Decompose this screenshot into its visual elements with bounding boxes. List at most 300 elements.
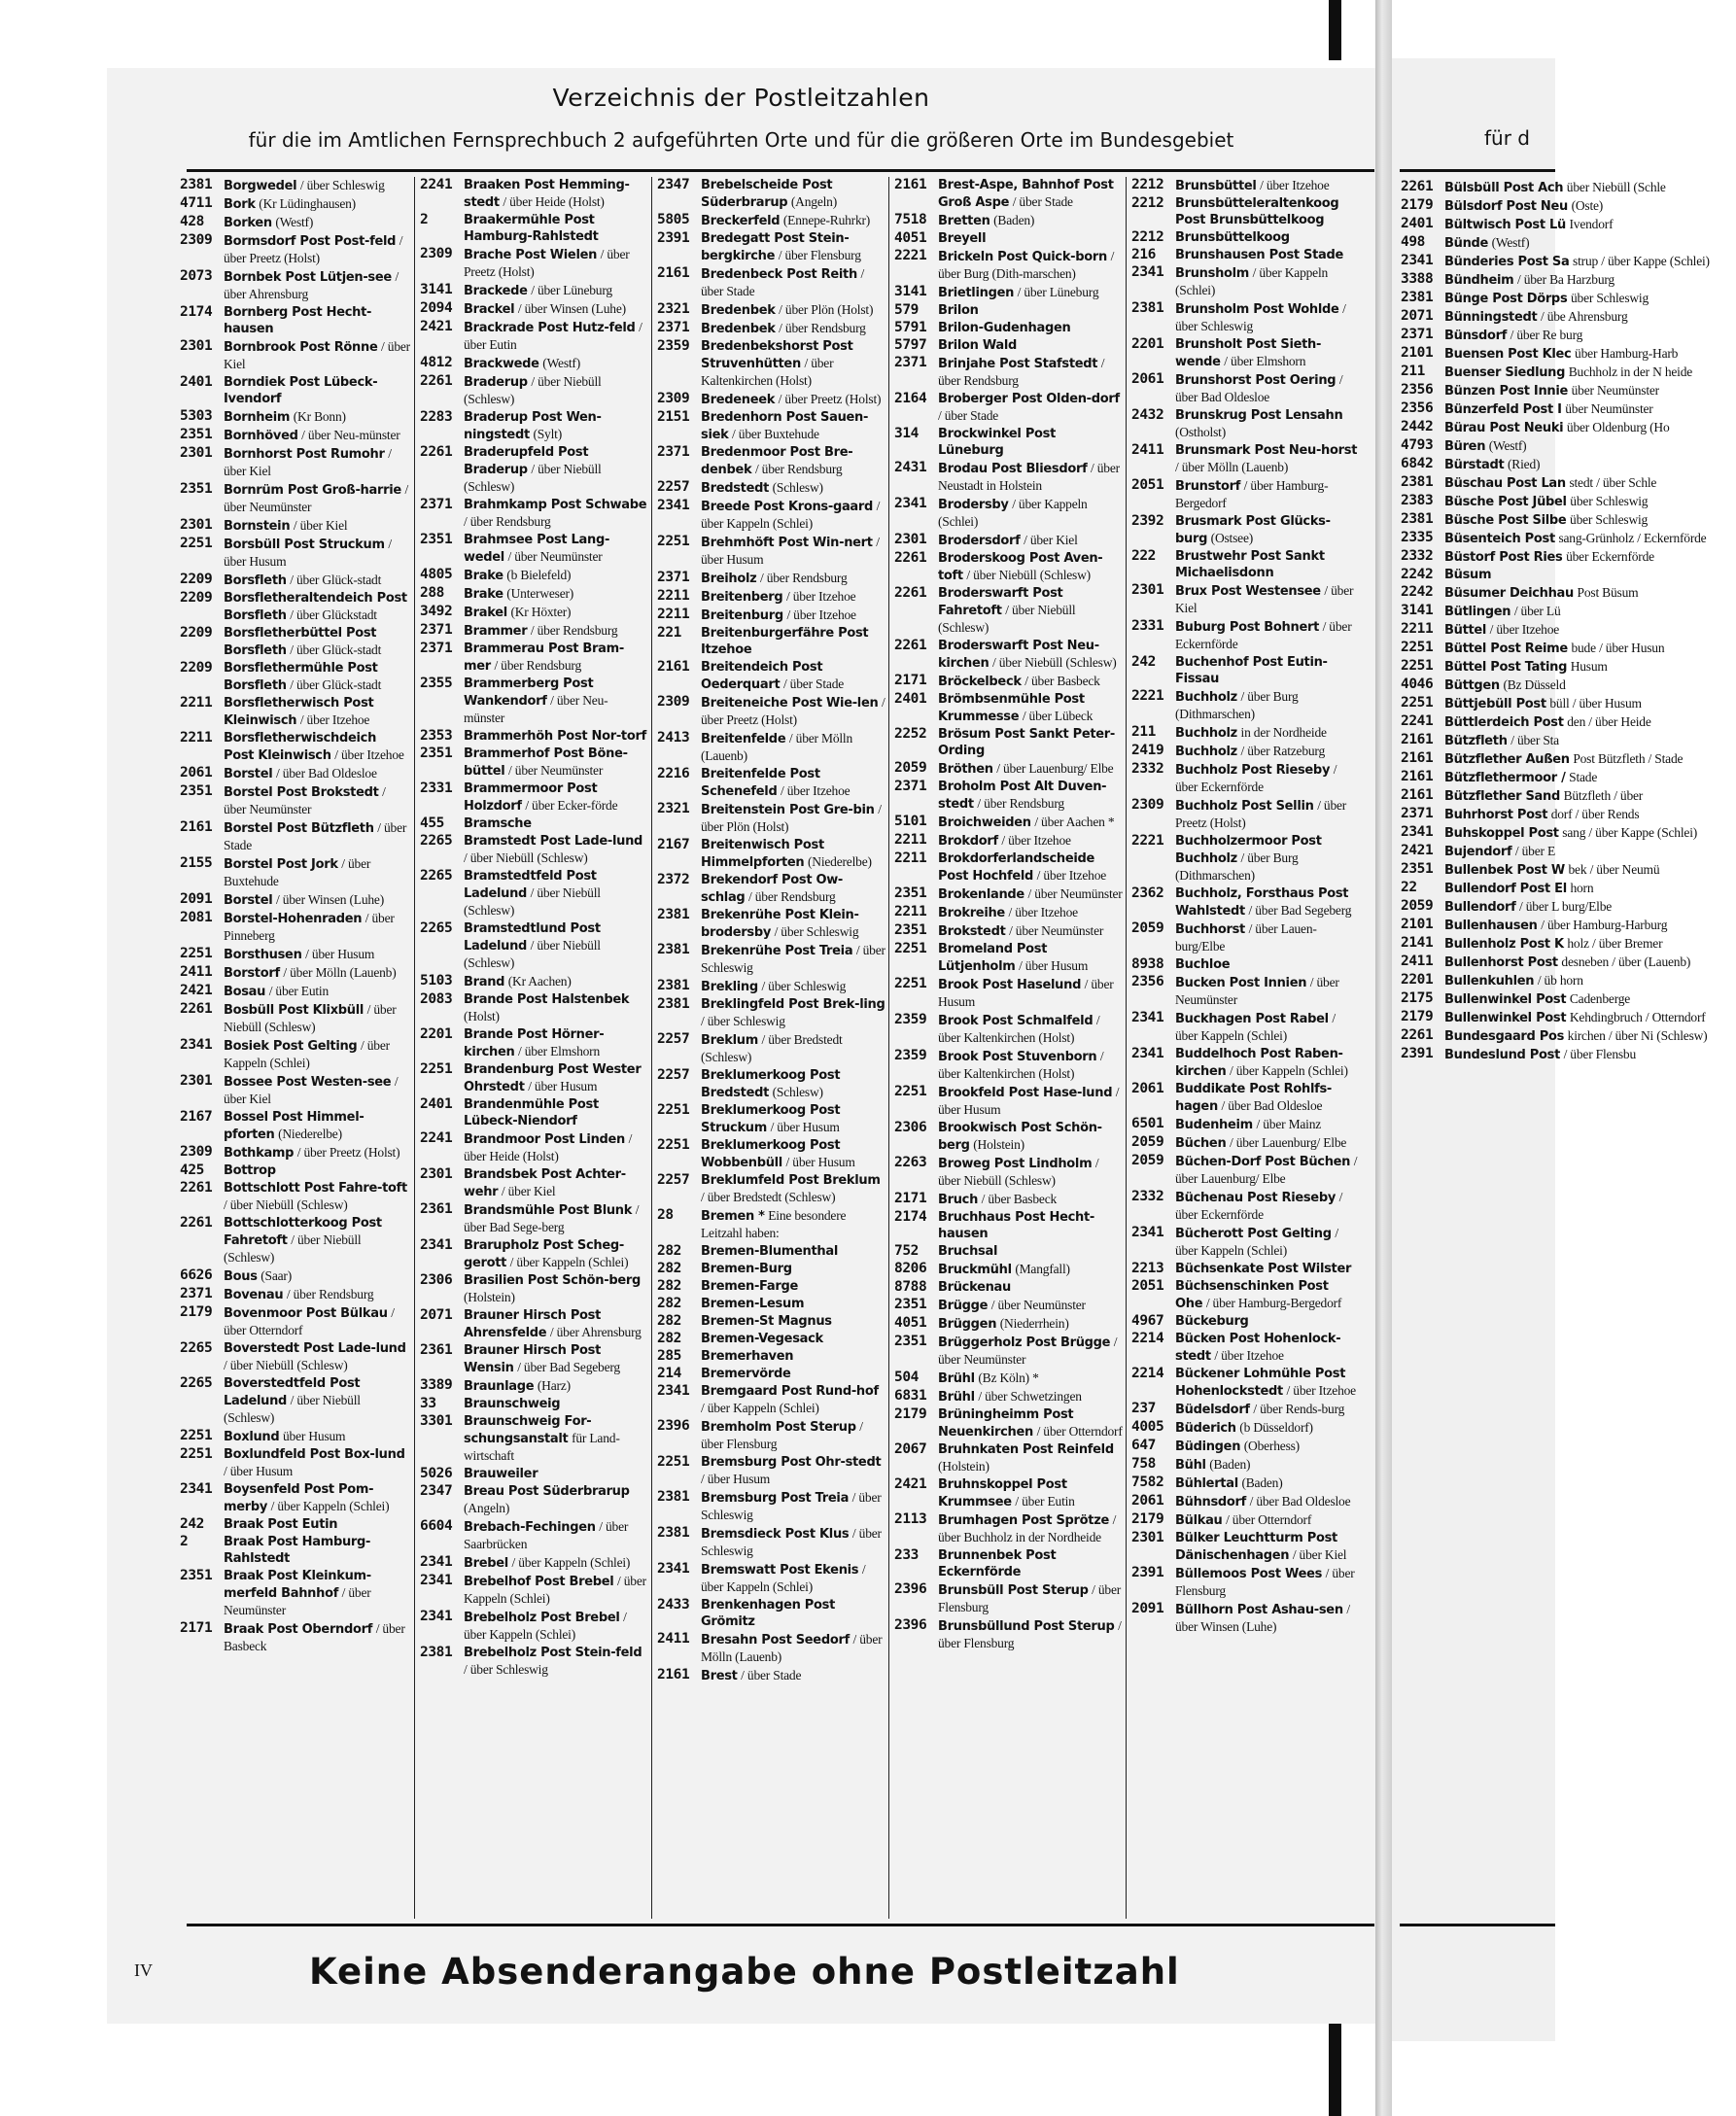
list-item: [1400, 750, 1736, 768]
routing-note: / über Buchholz in der Nordheide: [938, 1512, 1117, 1544]
place-name: Bredenbek: [701, 322, 776, 336]
place-name: Buhskoppel Post: [1444, 826, 1559, 841]
routing-note: / über Basbeck: [1024, 674, 1100, 688]
place-name: Brebelscheide Post Süderbrarup: [701, 178, 833, 210]
routing-note: / über Glück-stadt: [290, 642, 382, 657]
routing-note: / über Neumünster: [1009, 923, 1104, 938]
list-item: [656, 1261, 885, 1277]
list-item: [893, 638, 1123, 672]
postcode: 2201: [1401, 972, 1434, 988]
list-item: [179, 1286, 410, 1303]
postcode: 2331: [1131, 618, 1164, 634]
place-name: Breitenfelde: [701, 732, 786, 746]
place-name: Bremen-Burg: [701, 1262, 792, 1276]
routing-note: / über Aachen *: [1034, 815, 1115, 829]
list-item: [1400, 1046, 1736, 1063]
routing-note: / über Mölln (Lauenb): [701, 731, 853, 763]
postcode: 2356: [1401, 382, 1434, 398]
routing-note: / über Itzehoe: [786, 607, 856, 622]
routing-note: desneben / über (Lauenb): [1561, 954, 1691, 969]
postcode: 242: [1131, 654, 1156, 670]
routing-note: / über Kappeln (Schlei): [701, 1401, 819, 1415]
postcode: 282: [657, 1313, 681, 1329]
routing-note: / über Niebüll (Schlesw): [224, 1232, 362, 1265]
routing-note: / über Kaltenkirchen (Holst): [938, 1049, 1104, 1081]
postcode: 2381: [1401, 474, 1434, 490]
place-name: Brammerhöh Post Nor-torf: [464, 729, 646, 744]
place-name: Bündheim: [1444, 273, 1514, 288]
postcode: 8788: [894, 1279, 927, 1295]
place-name: Büttjebüll Post: [1444, 697, 1546, 711]
list-item: [419, 1307, 648, 1341]
postcode: 2161: [657, 265, 690, 281]
place-name: Büttel: [1444, 623, 1487, 638]
place-name: Büttel Post Reime: [1444, 642, 1568, 656]
routing-note: / über Schleswig: [774, 924, 859, 939]
place-name: Bredenmoor Post Bre-denbek: [701, 445, 853, 477]
postcode: 2251: [894, 1084, 927, 1099]
list-item: [1130, 885, 1360, 919]
routing-note: über Neumünster: [1571, 383, 1659, 398]
list-item: [656, 265, 885, 300]
routing-note: / über Pinneberg: [224, 911, 395, 943]
list-item: [656, 1525, 885, 1560]
place-name: Brasilien Post Schön-berg: [464, 1273, 641, 1288]
place-name: Bullenhausen: [1444, 919, 1538, 933]
place-name: Broberger Post Olden-dorf: [938, 392, 1120, 406]
routing-note: / über Bredstedt (Schlesw): [701, 1190, 836, 1204]
postcode: 28: [657, 1207, 674, 1223]
postcode: 222: [1131, 548, 1156, 564]
list-item: [419, 1518, 648, 1553]
routing-note: horn: [1570, 881, 1594, 895]
list-item: [419, 373, 648, 408]
list-item: [893, 1315, 1123, 1333]
place-name: Bremen-Lesum: [701, 1297, 805, 1311]
postcode: 2209: [180, 660, 213, 676]
routing-note: / über Husum: [701, 1472, 771, 1486]
list-item: [419, 246, 648, 281]
postcode: 2351: [180, 1568, 213, 1583]
postcode: 2381: [657, 996, 690, 1012]
place-name: Buensen Post Klec: [1444, 347, 1572, 362]
list-item: [656, 996, 885, 1030]
list-item: [1400, 474, 1736, 492]
postcode: 282: [657, 1278, 681, 1294]
postcode: 2421: [1401, 843, 1434, 858]
routing-note: über Hamburg-Harb: [1575, 346, 1679, 361]
routing-note: (Holstein): [464, 1290, 515, 1304]
routing-note: (Angeln): [464, 1501, 510, 1515]
routing-note: / über Ahrensburg: [549, 1325, 642, 1339]
place-name: Buchholz: [1175, 726, 1237, 741]
list-item: [1130, 1313, 1360, 1330]
place-name: Borsthusen: [224, 948, 302, 962]
routing-note: (Unterweser): [506, 586, 574, 601]
place-name: Braak Post Eutin: [224, 1517, 338, 1532]
list-item: [893, 1297, 1123, 1314]
postcode: 2351: [180, 427, 213, 442]
routing-note: Post Büsum: [1577, 585, 1639, 600]
place-name: Bottschlotterkoog Post Fahretoft: [224, 1216, 382, 1248]
routing-note: / über Preetz (Holst): [464, 247, 630, 279]
place-name: Brokreihe: [938, 906, 1005, 920]
place-name: Bünsdorf: [1444, 329, 1508, 343]
place-name: Brake: [464, 569, 503, 583]
postcode: 2431: [894, 460, 927, 475]
place-name: Braderupfeld Post Braderup: [464, 445, 589, 477]
postcode: 2211: [180, 730, 213, 746]
postcode: 2261: [180, 1215, 213, 1231]
place-name: Bretten: [938, 214, 990, 228]
routing-note: Bützfleth / über: [1563, 788, 1644, 803]
place-name: Brösum Post Sankt Peter-Ording: [938, 727, 1116, 758]
postcode: 455: [420, 815, 444, 831]
routing-note: (Bz Düsseld: [1503, 677, 1566, 692]
place-name: Breklumerkoog Post Struckum: [701, 1103, 841, 1135]
list-item: [1130, 1565, 1360, 1600]
postcode: 5103: [420, 973, 453, 989]
place-name: Brackel: [464, 302, 515, 317]
postcode: 5791: [894, 320, 927, 335]
list-item: [1130, 1046, 1360, 1080]
postcode: 2175: [1401, 990, 1434, 1006]
list-item: [1400, 290, 1736, 307]
list-item: [179, 1568, 410, 1619]
list-item: [1400, 456, 1736, 473]
place-name: Bullendorf Post El: [1444, 882, 1567, 896]
place-name: Bornhöved: [224, 429, 298, 443]
routing-note: / über Kaltenkirchen (Holst): [701, 356, 834, 388]
list-item: [419, 177, 648, 211]
list-item: [1130, 229, 1360, 246]
postcode: 314: [894, 426, 919, 441]
routing-note: (Baden): [1209, 1457, 1251, 1472]
place-name: Büllhorn Post Ashau-sen: [1175, 1603, 1343, 1617]
list-item: [419, 444, 648, 496]
postcode: 2351: [420, 532, 453, 547]
list-item: [1400, 308, 1736, 326]
list-item: [1400, 898, 1736, 916]
postcode: 2351: [180, 481, 213, 497]
routing-note: / über Kaltenkirchen (Holst): [938, 1013, 1100, 1045]
routing-note: / über Niebüll (Schlesw): [224, 1358, 348, 1372]
routing-note: / über Schleswig: [1175, 301, 1346, 333]
list-item: [893, 212, 1123, 229]
routing-note: / über Kappeln (Schlei): [464, 1610, 627, 1642]
place-name: Borsfletherbüttel Post Borsfleth: [224, 626, 377, 658]
routing-note: / über Kiel: [1024, 533, 1078, 547]
postcode: 6842: [1401, 456, 1434, 471]
place-name: Bülsbüll Post Ach: [1444, 181, 1564, 195]
place-name: Brunshausen Post Stade: [1175, 248, 1343, 262]
column-1: [179, 177, 414, 1919]
postcode: 2351: [180, 783, 213, 799]
place-name: Bullenhorst Post: [1444, 955, 1558, 970]
postcode: 2091: [1131, 1601, 1164, 1616]
routing-note: / über Elmshorn: [518, 1044, 601, 1058]
place-name: Bützfleth: [1444, 734, 1508, 748]
routing-note: / über Eckernförde: [1175, 619, 1352, 651]
place-name: Breau Post Süderbrarup: [464, 1484, 630, 1499]
list-item: [419, 1554, 648, 1572]
routing-note: / über Lauenburg/ Elbe: [1175, 1154, 1358, 1186]
postcode: 2335: [1401, 530, 1434, 545]
list-item: [1130, 247, 1360, 263]
list-item: [893, 904, 1123, 921]
routing-note: / über Schleswig: [464, 1662, 548, 1677]
postcode: 2212: [1131, 177, 1164, 192]
place-name: Brühl: [938, 1390, 975, 1405]
place-name: Bujendorf: [1444, 845, 1512, 859]
routing-note: / über Rendsburg: [494, 658, 581, 673]
place-name: Borstel: [224, 767, 273, 781]
place-name: Brunsbüll Post Sterup: [938, 1583, 1089, 1598]
place-name: Bundeslund Post: [1444, 1048, 1560, 1062]
list-item: [1400, 271, 1736, 289]
place-name: Bramsche: [464, 816, 532, 831]
postcode: 2321: [657, 301, 690, 317]
list-item: [1130, 1366, 1360, 1400]
place-name: Bühnsdorf: [1175, 1495, 1247, 1509]
list-item: [419, 409, 648, 443]
routing-note: / über Stade: [938, 408, 999, 423]
routing-note: / über Schleswig: [761, 979, 847, 993]
list-item: [1130, 1419, 1360, 1437]
list-item: [656, 942, 885, 977]
list-item: [656, 1207, 885, 1242]
list-item: [1130, 371, 1360, 406]
list-item: [419, 604, 648, 621]
place-name: Borstel Post Jork: [224, 857, 338, 872]
list-item: [893, 355, 1123, 390]
postcode: 7518: [894, 212, 927, 227]
routing-note: (Kr Höxter): [510, 605, 572, 619]
list-item: [419, 622, 648, 640]
postcode: 2059: [1131, 920, 1164, 936]
routing-note: (Westf): [1491, 235, 1530, 250]
list-item: [179, 891, 410, 909]
routing-note: / über Bad Oldesloe: [1221, 1098, 1323, 1113]
place-name: Brest: [701, 1669, 738, 1683]
list-item: [656, 479, 885, 497]
postcode: 2401: [894, 691, 927, 707]
place-name: Bovenmoor Post Bülkau: [224, 1306, 388, 1321]
list-item: [1400, 345, 1736, 363]
routing-note: über Schleswig: [1570, 494, 1649, 508]
postcode: 2353: [420, 728, 453, 744]
place-name: Brenkenhagen Post Grömitz: [701, 1598, 836, 1629]
place-name: Breitendeich Post Oederquart: [701, 660, 823, 692]
place-name: Bottrop: [224, 1163, 276, 1178]
postcode: 2251: [657, 1137, 690, 1153]
place-name: Bremerhaven: [701, 1349, 794, 1364]
place-name: Bützflether Sand: [1444, 789, 1560, 804]
postcode: 2419: [1131, 743, 1164, 758]
place-name: Buckhagen Post Rabel: [1175, 1012, 1329, 1026]
place-name: Bossel Post Himmel-pforten: [224, 1110, 365, 1142]
postcode: 2094: [420, 300, 453, 316]
routing-note: / über Flensburg: [938, 1582, 1122, 1614]
list-item: [1400, 806, 1736, 823]
list-item: [893, 302, 1123, 319]
place-name: Bülkau: [1175, 1513, 1223, 1528]
routing-note: / über Niebüll (Schlesw): [464, 885, 601, 918]
routing-note: / über Itzehoe: [781, 783, 851, 798]
place-name: Bröthen: [938, 762, 993, 777]
place-name: Breiholz: [701, 572, 757, 586]
routing-note: für Land-wirtschaft: [464, 1431, 620, 1463]
routing-note: / über Itzehoe: [1214, 1348, 1284, 1363]
routing-note: stedt / über Schle: [1569, 475, 1657, 490]
list-item: [1130, 1278, 1360, 1312]
postcode: 5303: [180, 408, 213, 424]
postcode: 2211: [657, 607, 690, 622]
postcode: 2371: [180, 1286, 213, 1301]
routing-note: (Oste): [1571, 198, 1604, 213]
routing-note: / über Saarbrücken: [464, 1519, 629, 1551]
place-name: Bredeneek: [701, 393, 776, 407]
postcode: 2211: [894, 904, 927, 919]
postcode: 2209: [180, 625, 213, 641]
place-name: Brandsbek Post Achter-wehr: [464, 1167, 626, 1199]
routing-note: / über Neumünster: [224, 784, 386, 816]
place-name: Brackwede: [464, 357, 539, 371]
postcode: 2251: [657, 1102, 690, 1118]
routing-note: / über Kappeln (Schlei): [270, 1499, 390, 1513]
postcode: 2067: [894, 1441, 927, 1457]
list-item: [179, 1037, 410, 1072]
list-item: [656, 1296, 885, 1312]
list-item: [893, 1048, 1123, 1083]
list-item: [656, 1383, 885, 1417]
list-item: [1130, 1134, 1360, 1152]
place-name: Brüggen: [938, 1317, 997, 1332]
routing-note: (Kr Aachen): [507, 974, 572, 989]
routing-note: (Harz): [537, 1378, 571, 1393]
place-name: Brackrade Post Hutz-feld: [464, 321, 636, 335]
routing-note: / über Ecker-förde: [525, 798, 618, 813]
place-name: Brook Post Haselund: [938, 978, 1082, 992]
postcode: 282: [657, 1296, 681, 1311]
postcode: 3141: [894, 284, 927, 299]
list-item: [1400, 197, 1736, 215]
list-item: [656, 320, 885, 337]
postcode: 2214: [1131, 1366, 1164, 1381]
place-name: Büsche Post Silbe: [1444, 513, 1567, 528]
place-name: Bremen-Farge: [701, 1279, 798, 1294]
place-name: Brilon-Gudenhagen: [938, 321, 1071, 335]
postcode: 7582: [1131, 1474, 1164, 1490]
postcode: 2161: [1401, 732, 1434, 747]
postcode: 242: [180, 1516, 204, 1532]
postcode: 2371: [894, 355, 927, 370]
list-item: [179, 910, 410, 945]
place-name: Breitenfelde Post Schenefeld: [701, 767, 820, 799]
routing-note: / über Bad Sege-berg: [464, 1202, 640, 1234]
list-item: [179, 445, 410, 480]
routing-note: holz / über Bremer: [1567, 936, 1663, 951]
postcode: 2083: [420, 991, 453, 1007]
place-name: Bucken Post Innien: [1175, 976, 1307, 990]
list-item: [179, 695, 410, 729]
postcode: 2211: [894, 832, 927, 848]
list-item: [893, 1084, 1123, 1119]
place-name: Bornheim: [224, 410, 291, 425]
postcode: 4812: [420, 355, 453, 370]
list-item: [893, 1209, 1123, 1242]
postcode: 498: [1401, 234, 1425, 250]
place-name: Bruch: [938, 1193, 979, 1207]
list-item: [893, 1261, 1123, 1278]
place-name: Borsfleth: [224, 573, 287, 588]
routing-note: / über Niebüll (Schlesw): [464, 850, 588, 865]
list-item: [1130, 1511, 1360, 1529]
list-item: [893, 284, 1123, 301]
list-item: [656, 1489, 885, 1524]
routing-note: / über E: [1514, 844, 1556, 858]
place-name: Bühlertal: [1175, 1476, 1238, 1491]
routing-note: / über Itzehoe: [1008, 905, 1078, 919]
postcode: 2252: [894, 726, 927, 742]
postcode: 2381: [1401, 290, 1434, 305]
place-name: Breitenstein Post Gre-bin: [701, 803, 875, 817]
routing-note: / über Glück-stadt: [290, 677, 382, 692]
place-name: Brunsholm Post Wohlde: [1175, 302, 1339, 317]
postcode: 2179: [1401, 197, 1434, 213]
place-name: Brunsbüllund Post Sterup: [938, 1619, 1115, 1634]
place-name: Buchholz: [1175, 690, 1237, 705]
place-name: Brookfeld Post Hase-lund: [938, 1086, 1113, 1100]
postcode: 2381: [657, 978, 690, 993]
routing-note: / über Neumünster: [507, 549, 603, 564]
place-name: Bremsdieck Post Klus: [701, 1527, 850, 1542]
list-item: [1400, 640, 1736, 657]
postcode: 2341: [1401, 253, 1434, 268]
list-item: [893, 976, 1123, 1011]
list-item: [656, 1631, 885, 1666]
list-item: [1130, 1081, 1360, 1115]
routing-note: Buchholz in der N heide: [1568, 364, 1693, 379]
routing-note: / über Basbeck: [981, 1192, 1058, 1206]
header-rule: [187, 169, 1374, 172]
place-name: Brebel: [464, 1556, 508, 1571]
routing-note: / über Preetz (Holst): [224, 233, 403, 265]
routing-note: / über Schleswig: [701, 1526, 882, 1558]
place-name: Bosbüll Post Klixbüll: [224, 1003, 365, 1018]
postcode: 2167: [657, 837, 690, 852]
postcode: 2391: [657, 230, 690, 246]
routing-note: / über Neustadt in Holstein: [938, 461, 1120, 493]
routing-note: dorf / über Rends: [1550, 807, 1640, 821]
list-item: [656, 1597, 885, 1630]
routing-note: / über Eutin: [268, 984, 330, 998]
list-item: [1400, 253, 1736, 270]
place-name: Brebelholz Post Stein-feld: [464, 1646, 642, 1660]
postcode: 2309: [180, 232, 213, 248]
routing-note: / über Hamburg-Bergedorf: [1175, 478, 1329, 510]
postcode: 2151: [657, 409, 690, 425]
postcode: 211: [1131, 724, 1156, 740]
place-name: Brahmkamp Post Schwabe: [464, 498, 647, 512]
postcode: 2309: [657, 391, 690, 406]
list-item: [656, 212, 885, 229]
place-name: Brahmsee Post Lang-wedel: [464, 533, 610, 565]
list-item: [656, 1278, 885, 1295]
list-item: [656, 1067, 885, 1101]
place-name: Brodersdorf: [938, 534, 1021, 548]
postcode: 2309: [420, 246, 453, 261]
